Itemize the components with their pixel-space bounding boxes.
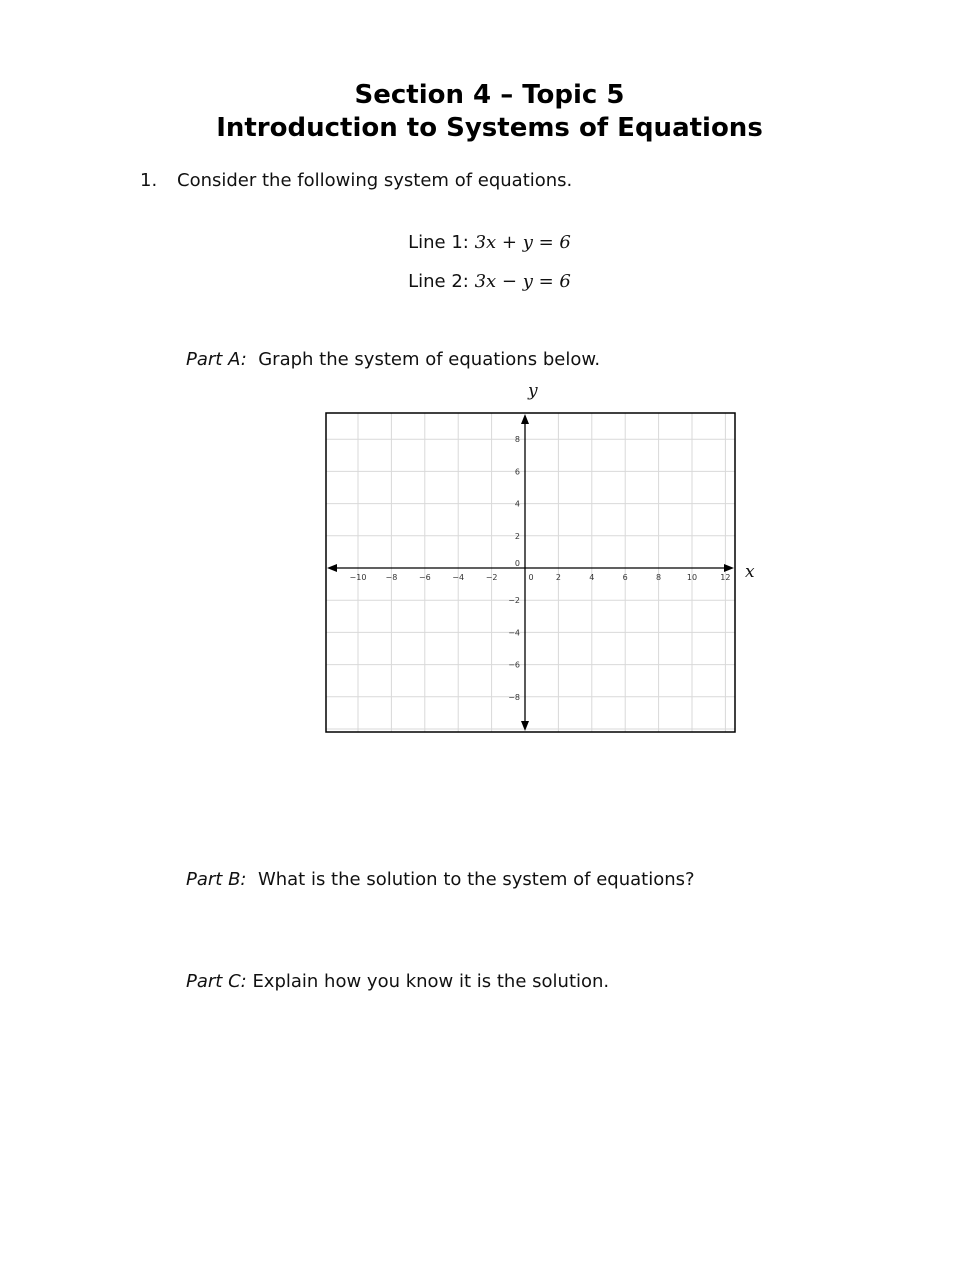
line-1-equation: 3x + y = 6 xyxy=(474,232,571,253)
part-a-label: Part A: xyxy=(186,349,247,370)
y-axis-up-arrow xyxy=(521,414,529,424)
y-tick-label: −4 xyxy=(508,628,520,638)
x-axis-right-arrow xyxy=(724,564,734,572)
line-2-label: Line 2: xyxy=(408,271,469,292)
topic-title: Introduction to Systems of Equations xyxy=(216,113,763,143)
y-tick-label: −8 xyxy=(508,692,520,702)
y-tick-label: 6 xyxy=(514,467,520,477)
y-tick-label: 0 xyxy=(514,559,520,568)
y-tick-label: −2 xyxy=(508,596,520,606)
x-axis-left-arrow xyxy=(327,564,337,572)
x-axis-label: x xyxy=(745,562,755,582)
part-c xyxy=(186,971,609,992)
part-b-text: What is the solution to the system of equations? xyxy=(257,869,695,890)
coordinate-grid[interactable] xyxy=(325,412,736,733)
x-tick-label: −2 xyxy=(485,573,498,582)
x-tick-label: −6 xyxy=(418,573,431,582)
section-title: Section 4 – Topic 5 xyxy=(354,80,625,110)
x-tick-label: −10 xyxy=(349,573,367,582)
part-c-label: Part C: xyxy=(186,971,247,992)
x-tick-label: 2 xyxy=(555,573,561,582)
part-b xyxy=(186,869,695,890)
x-tick-label: −8 xyxy=(385,573,398,582)
equation-line-2 xyxy=(0,271,979,292)
part-a xyxy=(186,349,600,370)
x-tick-label: 0 xyxy=(528,573,534,582)
part-a-text: Graph the system of equations below. xyxy=(258,349,601,370)
x-tick-label: 12 xyxy=(720,573,731,582)
x-tick-label: 10 xyxy=(686,573,698,582)
y-axis-label: y xyxy=(528,381,538,401)
part-b-label: Part B: xyxy=(186,869,247,890)
y-tick-label: 4 xyxy=(514,499,520,509)
y-tick-label: −6 xyxy=(508,660,520,670)
question-number: 1. xyxy=(140,170,158,191)
y-tick-label: 8 xyxy=(514,435,520,445)
line-2-equation: 3x − y = 6 xyxy=(474,271,571,292)
x-tick-label: 8 xyxy=(656,573,662,582)
x-tick-label: 6 xyxy=(622,573,628,582)
part-c-text: Explain how you know it is the solution. xyxy=(252,971,610,992)
equation-line-1 xyxy=(0,232,979,253)
x-tick-label: −4 xyxy=(452,573,465,582)
question-prompt: Consider the following system of equations. xyxy=(177,170,573,191)
y-tick-label: 2 xyxy=(514,531,520,541)
x-tick-label: 4 xyxy=(589,573,595,582)
line-1-label: Line 1: xyxy=(408,232,469,253)
